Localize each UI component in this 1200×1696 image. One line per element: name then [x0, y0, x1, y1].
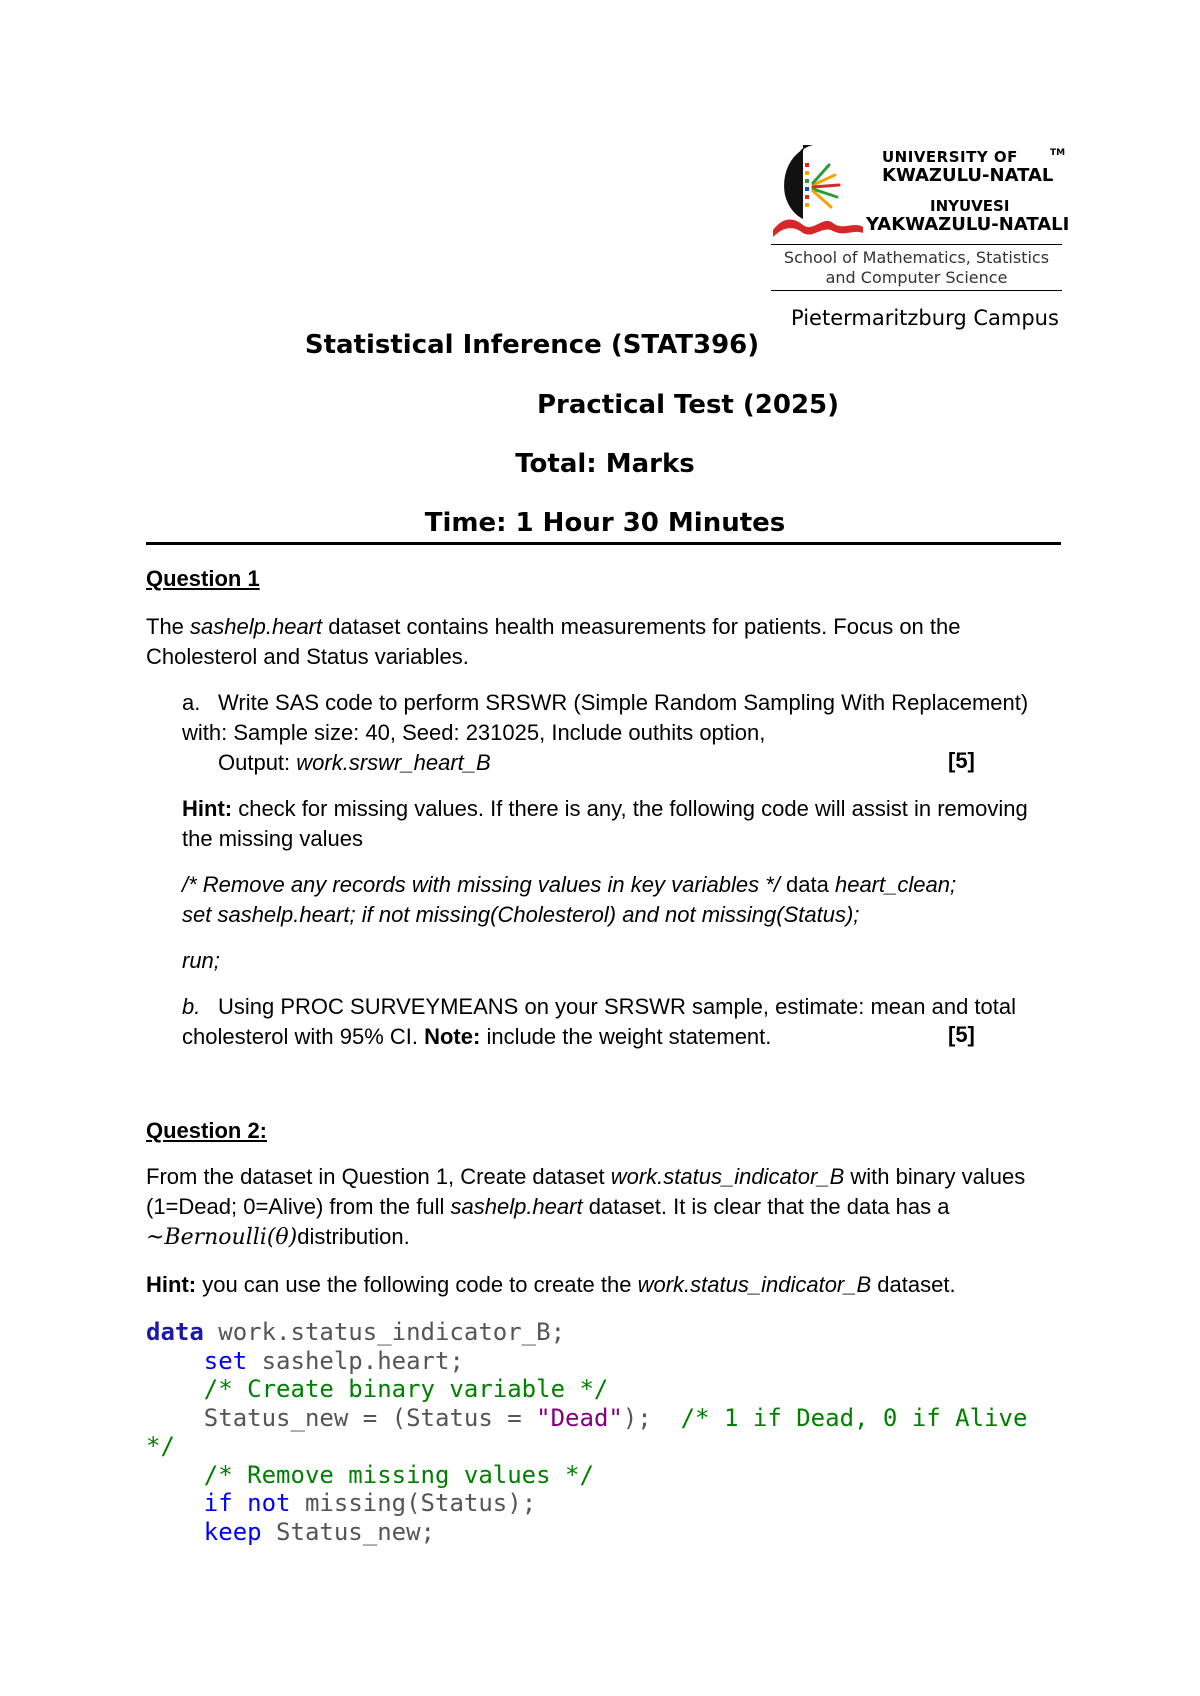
question-1-hint: Hint: check for missing values. If there is any, the following code will assist in removing the missing values	[182, 796, 1028, 851]
trademark-mark: TM	[1050, 148, 1066, 158]
question-1a-marks: [5]	[948, 748, 975, 773]
question-2-intro: From the dataset in Question 1, Create dataset work.status_indicator_B with binary values (1=Dead; 0=Alive) from the full sashelp.heart dataset. It is clear that the data has a ~Bernoulli(θ)distribution.	[146, 1164, 1026, 1250]
question-1-code-run: run;	[182, 948, 220, 973]
question-1a-output: Output: work.srswr_heart_B	[218, 750, 491, 775]
bernoulli-formula: ~Bernoulli(θ)	[146, 1225, 298, 1250]
question-2-heading: Question 2:	[146, 1118, 268, 1143]
total-marks: Total: Marks	[515, 449, 695, 479]
university-name-line3: INYUVESI	[930, 197, 1010, 215]
course-title: Statistical Inference (STAT396)	[304, 330, 760, 360]
university-logo-icon	[773, 145, 863, 240]
logo-divider-bottom	[771, 290, 1062, 291]
test-title: Practical Test (2025)	[536, 390, 840, 420]
university-name-line1: UNIVERSITY OF	[882, 148, 1018, 166]
question-1-code-snippet: /* Remove any records with missing values in key variables */ data heart_clean; set sashelp.heart; if not missing(Cholesterol) and not missing(Status);	[182, 872, 957, 927]
question-2-hint: Hint: you can use the following code to create the work.status_indicator_B dataset.	[146, 1272, 956, 1297]
question-1-intro: The sashelp.heart dataset contains health measurements for patients. Focus on the Cholesterol and Status variables.	[146, 614, 961, 669]
school-name-line1: School of Mathematics, Statistics	[783, 248, 1050, 267]
time-allowed: Time: 1 Hour 30 Minutes	[424, 508, 786, 538]
question-1a: a. Write SAS code to perform SRSWR (Simple Random Sampling With Replacement) with: Sample size: 40, Seed: 231025, Include outhits option,	[182, 690, 1029, 745]
logo-divider-top	[771, 244, 1062, 245]
university-name-line4: YAKWAZULU-NATALI	[866, 214, 1070, 235]
sas-code-block: data work.status_indicator_B; set sashelp.heart; /* Create binary variable */ Status_new = (Status = "Dead"); /* 1 if Dead, 0 if Alive */ /* Remove missing values */ if not missing(Status); keep Status_new;	[146, 1318, 1028, 1546]
question-1-heading: Question 1	[146, 566, 260, 591]
question-1b-marks: [5]	[948, 1022, 975, 1047]
school-name-line2: and Computer Science	[825, 268, 1008, 287]
title-divider	[146, 542, 1061, 545]
university-name-line2: KWAZULU-NATAL	[882, 165, 1054, 186]
item-label-b: b.	[182, 994, 201, 1019]
item-label-a: a.	[182, 690, 201, 715]
question-1b: b. Using PROC SURVEYMEANS on your SRSWR sample, estimate: mean and total cholesterol with 95% CI. Note: include the weight statement.	[182, 994, 1017, 1049]
campus-name: Pietermaritzburg Campus	[791, 306, 1059, 330]
